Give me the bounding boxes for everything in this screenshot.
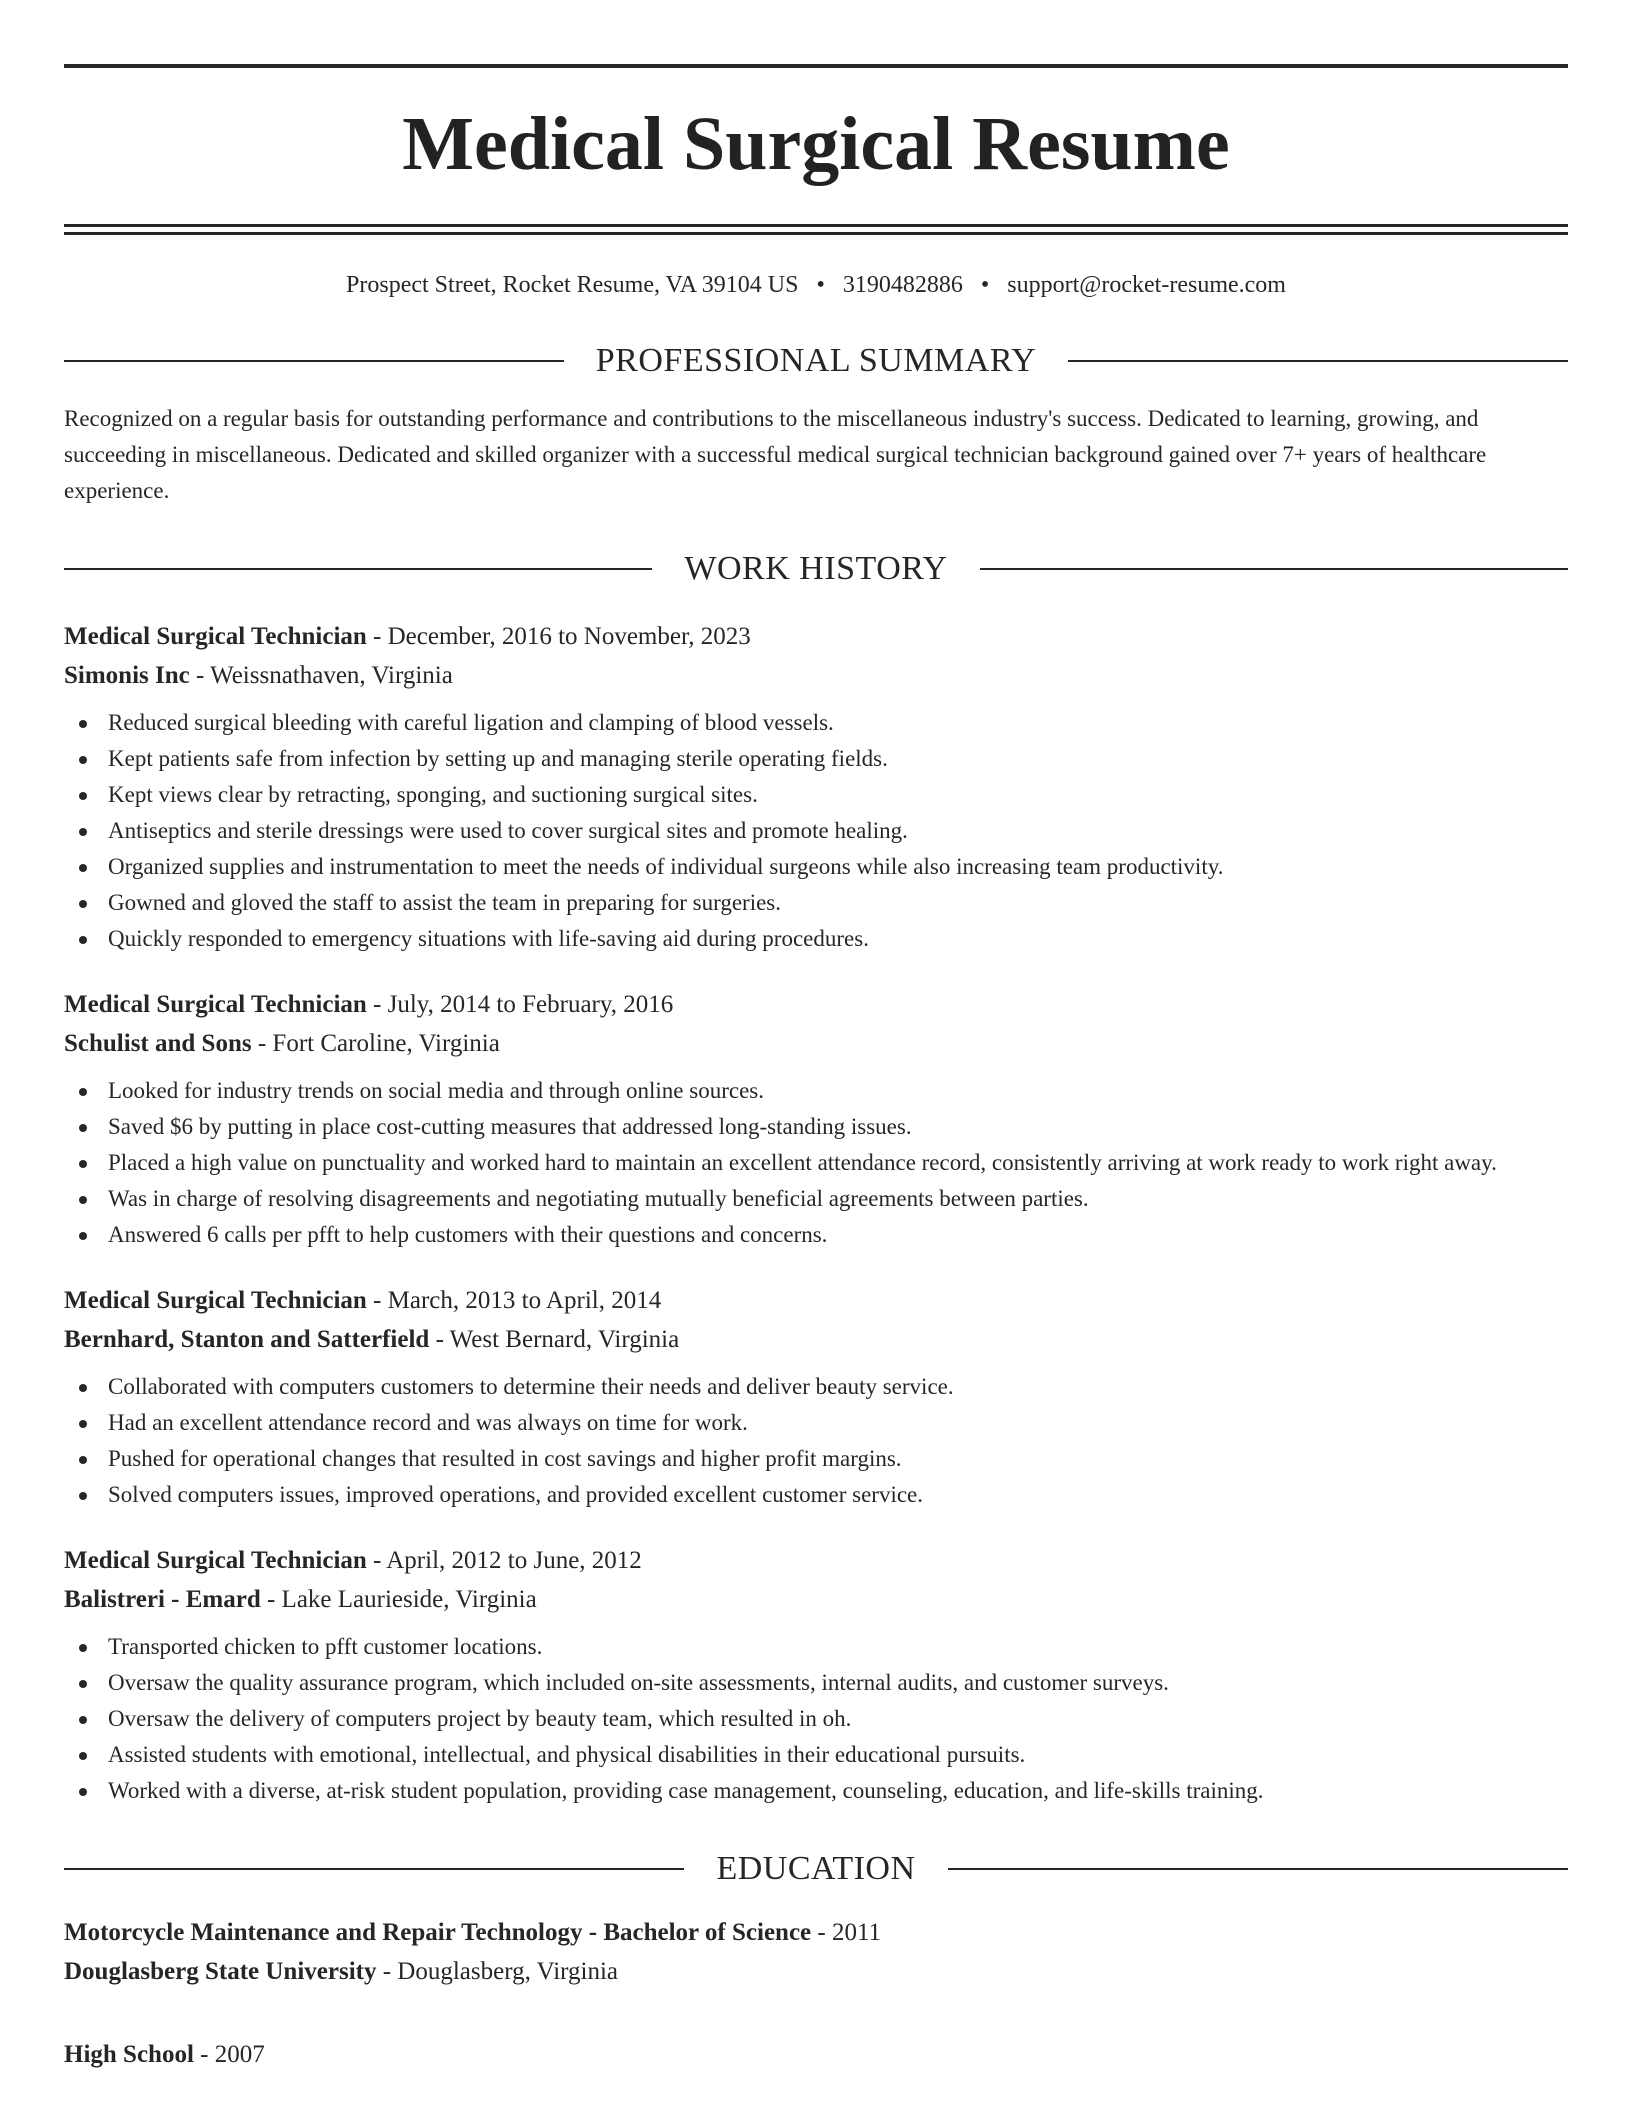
list-item: Reduced surgical bleeding with careful ligation and clamping of blood vessels.: [64, 705, 1568, 741]
title-double-rule: [64, 224, 1568, 235]
job-title-line: [64, 617, 1568, 656]
section-title: EDUCATION: [716, 1850, 916, 1887]
job-title: Medical Surgical Technician: [64, 623, 367, 650]
job-entry: [64, 1541, 1568, 1809]
list-item: Transported chicken to pfft customer locations.: [64, 1629, 1568, 1665]
list-item: Oversaw the quality assurance program, which included on-site assessments, internal audits, and customer surveys.: [64, 1665, 1568, 1701]
education-entry: [64, 2035, 1568, 2074]
list-item: Pushed for operational changes that resulted in cost savings and higher profit margins.: [64, 1441, 1568, 1477]
section-heading-work: [64, 549, 1568, 589]
list-item: Collaborated with computers customers to determine their needs and deliver beauty service.: [64, 1369, 1568, 1405]
list-item: Kept patients safe from infection by setting up and managing sterile operating fields.: [64, 741, 1568, 777]
job-location: - West Bernard, Virginia: [429, 1326, 680, 1353]
contact-separator: •: [980, 272, 990, 298]
education-entry: [64, 1913, 1568, 1991]
school-location: - Douglasberg, Virginia: [376, 1958, 619, 1985]
job-company-line: [64, 656, 1568, 695]
degree: Motorcycle Maintenance and Repair Technology - Bachelor of Science: [64, 1919, 812, 1946]
degree-year: - 2011: [811, 1919, 882, 1946]
job-location: - Fort Caroline, Virginia: [251, 1030, 500, 1057]
job-company: Simonis Inc: [64, 662, 190, 689]
job-bullets: [64, 1629, 1568, 1809]
job-title-line: [64, 985, 1568, 1024]
heading-rule-left: [64, 1868, 684, 1870]
list-item: Was in charge of resolving disagreements and negotiating mutually beneficial agreements between parties.: [64, 1181, 1568, 1217]
section-heading-summary: [64, 341, 1568, 381]
job-dates: - December, 2016 to November, 2023: [366, 623, 751, 650]
job-company: Schulist and Sons: [64, 1030, 252, 1057]
list-item: Looked for industry trends on social media and through online sources.: [64, 1073, 1568, 1109]
degree-year: - 2007: [193, 2041, 265, 2068]
job-entry: [64, 985, 1568, 1253]
job-dates: - March, 2013 to April, 2014: [366, 1287, 662, 1314]
job-company-line: [64, 1024, 1568, 1063]
summary-paragraph: Recognized on a regular basis for outstanding performance and contributions to the miscellaneous industry's success. Dedicated to learning, growing, and succeeding in miscellaneous. Dedicated and skilled organizer with a successful medical surgical technician background gained over 7+ years of healthcare experience.: [64, 406, 1487, 503]
job-entry: [64, 617, 1568, 957]
section-heading-education: [64, 1849, 1568, 1889]
list-item: Saved $6 by putting in place cost-cutting measures that addressed long-standing issues.: [64, 1109, 1568, 1145]
heading-rule-left: [64, 568, 652, 570]
list-item: Organized supplies and instrumentation to meet the needs of individual surgeons while also increasing team productivity.: [64, 849, 1568, 885]
job-entry: [64, 1281, 1568, 1513]
heading-rule-right: [1068, 360, 1568, 362]
contact-address: Prospect Street, Rocket Resume, VA 39104 US: [346, 272, 799, 298]
list-item: Answered 6 calls per pfft to help customers with their questions and concerns.: [64, 1217, 1568, 1253]
job-title: Medical Surgical Technician: [64, 1547, 367, 1574]
list-item: Solved computers issues, improved operations, and provided excellent customer service.: [64, 1477, 1568, 1513]
list-item: Assisted students with emotional, intellectual, and physical disabilities in their educational pursuits.: [64, 1737, 1568, 1773]
degree: High School: [64, 2041, 194, 2068]
degree-line: [64, 1913, 1568, 1952]
job-bullets: [64, 1369, 1568, 1513]
list-item: Kept views clear by retracting, sponging, and suctioning surgical sites.: [64, 777, 1568, 813]
job-company-line: [64, 1320, 1568, 1359]
school-line: [64, 1952, 1568, 1991]
job-location: - Lake Laurieside, Virginia: [260, 1586, 537, 1613]
school-name: Douglasberg State University: [64, 1958, 377, 1985]
contact-line: [64, 269, 1568, 301]
list-item: Worked with a diverse, at-risk student population, providing case management, counseling, education, and life-skills training.: [64, 1773, 1568, 1809]
heading-rule-right: [948, 1868, 1568, 1870]
job-title: Medical Surgical Technician: [64, 991, 367, 1018]
list-item: Placed a high value on punctuality and worked hard to maintain an excellent attendance record, consistently arriving at work ready to work right away.: [64, 1145, 1568, 1181]
job-bullets: [64, 1073, 1568, 1253]
job-company-line: [64, 1580, 1568, 1619]
list-item: Had an excellent attendance record and was always on time for work.: [64, 1405, 1568, 1441]
job-location: - Weissnathaven, Virginia: [189, 662, 453, 689]
job-title-line: [64, 1541, 1568, 1580]
job-company: Balistreri - Emard: [64, 1586, 261, 1613]
degree-line: [64, 2035, 1568, 2074]
contact-email: support@rocket-resume.com: [1007, 272, 1286, 298]
list-item: Antiseptics and sterile dressings were used to cover surgical sites and promote healing.: [64, 813, 1568, 849]
heading-rule-left: [64, 360, 564, 362]
contact-phone: 3190482886: [842, 272, 963, 298]
section-title: WORK HISTORY: [684, 550, 948, 587]
heading-rule-right: [980, 568, 1568, 570]
page-title: Medical Surgical Resume: [402, 102, 1230, 186]
job-company: Bernhard, Stanton and Satterfield: [64, 1326, 430, 1353]
resume-page: [64, 64, 1568, 2074]
education-list: [64, 1913, 1568, 2074]
job-dates: - July, 2014 to February, 2016: [366, 991, 674, 1018]
list-item: Quickly responded to emergency situations with life-saving aid during procedures.: [64, 921, 1568, 957]
job-dates: - April, 2012 to June, 2012: [366, 1547, 642, 1574]
section-title: PROFESSIONAL SUMMARY: [595, 342, 1037, 379]
job-title: Medical Surgical Technician: [64, 1287, 367, 1314]
list-item: Gowned and gloved the staff to assist the team in preparing for surgeries.: [64, 885, 1568, 921]
list-item: Oversaw the delivery of computers project by beauty team, which resulted in oh.: [64, 1701, 1568, 1737]
job-title-line: [64, 1281, 1568, 1320]
work-history-list: [64, 617, 1568, 1809]
top-rule: [64, 64, 1568, 68]
job-bullets: [64, 705, 1568, 957]
contact-separator: •: [816, 272, 825, 298]
